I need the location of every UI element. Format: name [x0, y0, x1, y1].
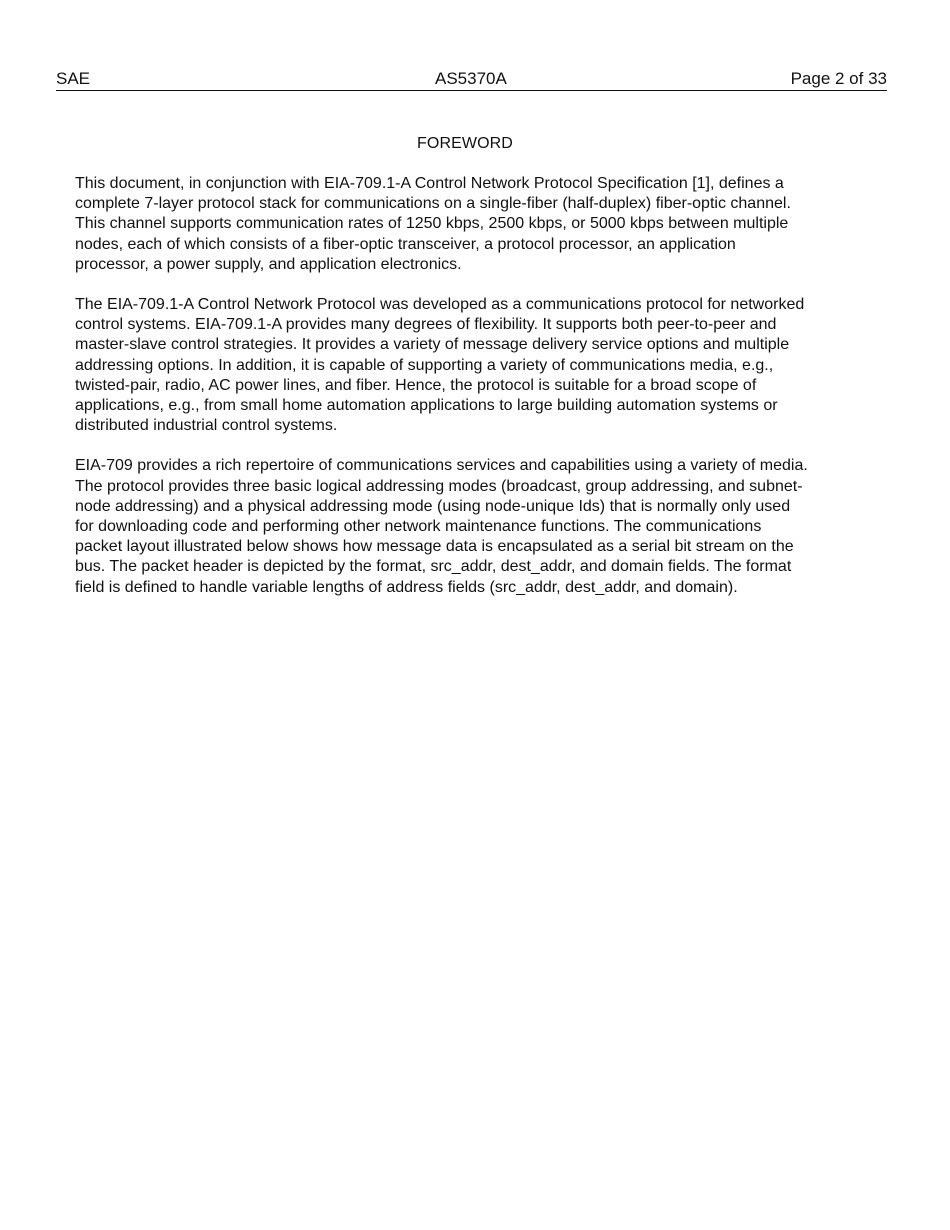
section-title: FOREWORD [417, 135, 513, 152]
document-body [75, 174, 865, 618]
paragraph-2 [75, 295, 865, 436]
paragraph-line: distributed industrial control systems. [75, 417, 338, 435]
paragraph-line: applications, e.g., from small home automation applications to large building automation systems or [75, 397, 778, 415]
paragraph-line: This channel supports communication rates of 1250 kbps, 2500 kbps, or 5000 kbps between multiple [75, 215, 789, 233]
paragraph-line: master-slave control strategies. It provides a variety of message delivery service options and multiple [75, 336, 790, 354]
paragraph-line: packet layout illustrated below shows how message data is encapsulated as a serial bit stream on the [75, 538, 794, 556]
header-document-number: AS5370A [435, 69, 507, 88]
header-page-number: Page 2 of 33 [790, 69, 887, 88]
paragraph-line: field is defined to handle variable lengths of address fields (src_addr, dest_addr, and domain). [75, 578, 738, 596]
paragraph-line: This document, in conjunction with EIA-709.1-A Control Network Protocol Specification [1], defines a [75, 175, 784, 192]
paragraph-line: twisted-pair, radio, AC power lines, and fiber. Hence, the protocol is suitable for a broad scope of [75, 376, 757, 394]
paragraph-line: addressing options. In addition, it is capable of supporting a variety of communications media, e.g., [75, 356, 774, 374]
paragraph-line: for downloading code and performing other network maintenance functions. The communications [75, 518, 762, 536]
paragraph-line: nodes, each of which consists of a fiber-optic transceiver, a protocol processor, an application [75, 235, 736, 253]
header-organization: SAE [56, 69, 91, 88]
paragraph-line: complete 7-layer protocol stack for communications on a single-fiber (half-duplex) fiber-optic channel. [75, 195, 791, 213]
paragraph-line: The protocol provides three basic logical addressing modes (broadcast, group addressing, and subnet- [75, 477, 803, 495]
paragraph-1 [75, 174, 865, 275]
paragraph-line: processor, a power supply, and application electronics. [75, 255, 462, 273]
paragraph-line: EIA-709 provides a rich repertoire of communications services and capabilities using a variety of media. [75, 457, 808, 475]
paragraph-line: bus. The packet header is depicted by the format, src_addr, dest_addr, and domain fields. The format [75, 558, 792, 576]
paragraph-line: The EIA-709.1-A Control Network Protocol was developed as a communications protocol for networked [75, 296, 805, 314]
paragraph-line: control systems. EIA-709.1-A provides many degrees of flexibility. It supports both peer-to-peer and [75, 316, 777, 334]
paragraph-3 [75, 456, 865, 597]
paragraph-line: node addressing) and a physical addressing mode (using node-unique Ids) that is normally only used [75, 497, 791, 515]
running-header [56, 68, 887, 91]
